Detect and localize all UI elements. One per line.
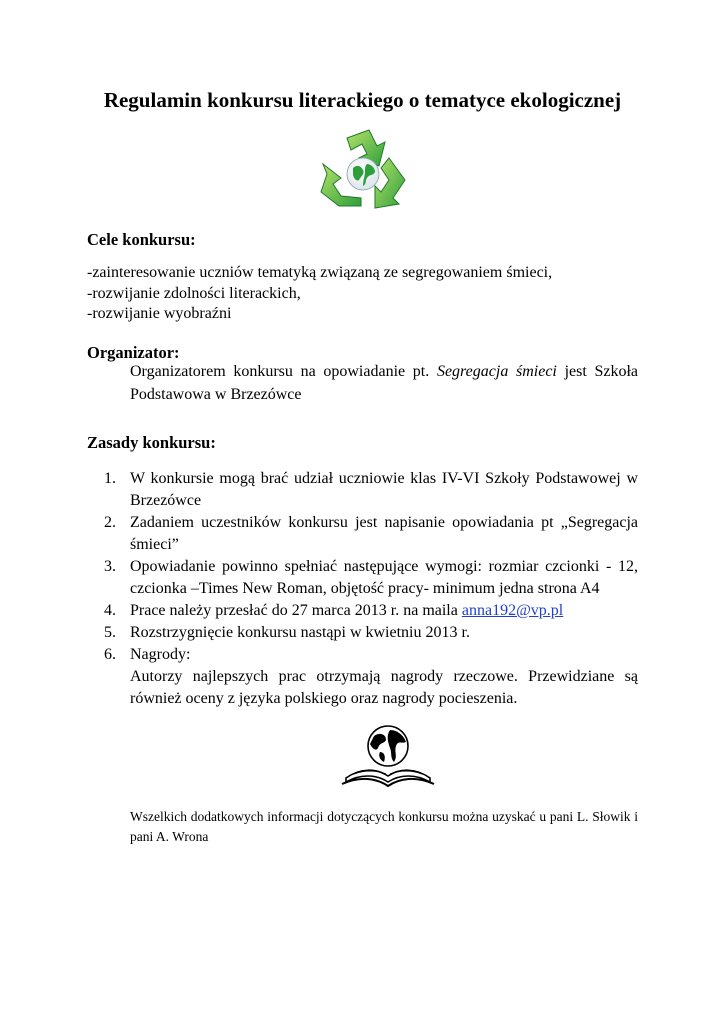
contest-title-italic: Segregacja śmieci [436,363,557,380]
contact-info: Wszelkich dodatkowych informacji dotyczących konkursu można uzyskać u pani L. Słowik i pani A. Wrona [130,809,638,844]
goal-item: -rozwijanie wyobraźni [87,305,232,322]
organizer-text: Organizatorem konkursu na opowiadanie pt. Segregacja śmieci jest Szkoła Podstawowa w Brzezówce [130,363,639,403]
prizes-text: Autorzy najlepszych prac otrzymają nagrody rzeczowe. Przewidziane są również oceny z języka polskiego oraz nagrody pocieszenia. [130,668,638,707]
globe-on-book-icon [340,722,436,788]
list-item: 3. Opowiadanie powinno spełniać następujące wymogi: rozmiar czcionki - 12, czcionka –Times New Roman, objętość pracy- minimum jedna strona A4 [104,558,638,597]
list-item: 5. Rozstrzygnięcie konkursu nastąpi w kwietniu 2013 r. [104,624,470,641]
list-item: 4. Prace należy przesłać do 27 marca 2013 r. na maila anna192@vp.pl [104,602,564,619]
list-item: 6. Nagrody: Autorzy najlepszych prac otrzymają nagrody rzeczowe. Przewidziane są również oceny z języka polskiego oraz nagrody pocieszenia. [104,646,638,707]
goals-heading: Cele konkursu: [87,230,196,249]
recycle-globe-icon [317,124,409,214]
rules-list [104,468,638,710]
rules-heading: Zasady konkursu: [87,433,216,452]
email-link[interactable]: anna192@vp.pl [461,602,564,619]
organizer-heading: Organizator: [87,343,180,362]
page-title: Regulamin konkursu literackiego o tematyce ekologicznej [103,88,622,112]
list-item: 2. Zadaniem uczestników konkursu jest napisanie opowiadania pt „Segregacja śmieci” [104,514,638,553]
goal-item: -zainteresowanie uczniów tematyką związaną ze segregowaniem śmieci, [87,264,553,281]
list-item: 1. W konkursie mogą brać udział uczniowie klas IV-VI Szkoły Podstawowej w Brzezówce [104,470,638,509]
goal-item: -rozwijanie zdolności literackich, [87,285,301,302]
